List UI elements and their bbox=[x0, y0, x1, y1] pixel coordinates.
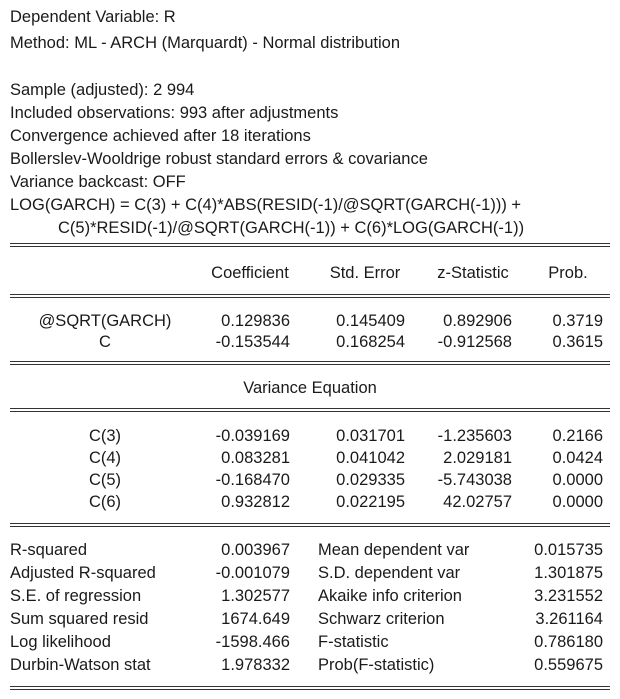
stat-value-right: 3.261164 bbox=[535, 610, 603, 628]
stat-value-left: -1598.466 bbox=[215, 633, 290, 651]
z-statistic-value: 42.02757 bbox=[443, 493, 512, 511]
stat-label-right: Akaike info criterion bbox=[318, 587, 462, 605]
stat-value-left: 1.978332 bbox=[221, 656, 290, 674]
stat-value-left: 1.302577 bbox=[221, 587, 290, 605]
included-observations: Included observations: 993 after adjustments bbox=[10, 104, 339, 122]
stat-value-left: 1674.649 bbox=[221, 610, 290, 628]
robust-se-line: Bollerslev-Wooldrige robust standard errors & covariance bbox=[10, 150, 428, 168]
std-error-value: 0.145409 bbox=[336, 312, 405, 330]
variance-section-top-rule bbox=[10, 361, 610, 365]
stats-top-rule bbox=[10, 523, 610, 527]
prob-value: 0.3615 bbox=[552, 333, 603, 351]
std-error-value: 0.031701 bbox=[336, 427, 405, 445]
stat-label-left: Durbin-Watson stat bbox=[10, 656, 151, 674]
stat-value-right: 0.015735 bbox=[534, 541, 603, 559]
column-header-coefficient: Coefficient bbox=[211, 264, 289, 282]
z-statistic-value: 2.029181 bbox=[443, 449, 512, 467]
z-statistic-value: -0.912568 bbox=[437, 333, 512, 351]
sample-line: Sample (adjusted): 2 994 bbox=[10, 81, 195, 99]
stat-value-right: 0.559675 bbox=[534, 656, 603, 674]
column-header-prob: Prob. bbox=[548, 264, 588, 282]
variance-backcast-line: Variance backcast: OFF bbox=[10, 173, 186, 191]
stat-label-right: Prob(F-statistic) bbox=[318, 656, 435, 674]
coefficient-value: -0.153544 bbox=[215, 333, 290, 351]
stat-label-left: S.E. of regression bbox=[10, 587, 142, 605]
prob-value: 0.2166 bbox=[552, 427, 603, 445]
stat-value-right: 1.301875 bbox=[534, 564, 603, 582]
stat-label-right: Schwarz criterion bbox=[318, 610, 445, 628]
z-statistic-value: -5.743038 bbox=[437, 471, 512, 489]
variable-name: C bbox=[99, 333, 111, 351]
std-error-value: 0.041042 bbox=[336, 449, 405, 467]
coefficient-value: 0.129836 bbox=[221, 312, 290, 330]
std-error-value: 0.168254 bbox=[336, 333, 405, 351]
top-double-rule bbox=[10, 243, 610, 247]
variance-equation-title: Variance Equation bbox=[243, 379, 377, 397]
stat-label-left: R-squared bbox=[10, 541, 88, 559]
stat-label-left: Adjusted R-squared bbox=[10, 564, 156, 582]
std-error-value: 0.022195 bbox=[336, 493, 405, 511]
column-header-std-error: Std. Error bbox=[329, 264, 401, 282]
coefficient-value: -0.168470 bbox=[215, 471, 290, 489]
stat-value-left: -0.001079 bbox=[215, 564, 290, 582]
coefficient-value: 0.083281 bbox=[221, 449, 290, 467]
stat-value-left: 0.003967 bbox=[221, 541, 290, 559]
stat-label-right: Mean dependent var bbox=[318, 541, 470, 559]
prob-value: 0.0424 bbox=[552, 449, 603, 467]
header-double-rule bbox=[10, 294, 610, 298]
variable-name: C(4) bbox=[88, 449, 122, 467]
variable-name: C(5) bbox=[88, 471, 122, 489]
prob-value: 0.0000 bbox=[552, 471, 603, 489]
stat-value-right: 0.786180 bbox=[534, 633, 603, 651]
stat-value-right: 3.231552 bbox=[534, 587, 603, 605]
variance-equation-spec-2: C(5)*RESID(-1)/@SQRT(GARCH(-1)) + C(6)*LOG(GARCH(-1)) bbox=[58, 219, 525, 237]
variable-name: C(6) bbox=[88, 493, 122, 511]
std-error-value: 0.029335 bbox=[336, 471, 405, 489]
variance-equation-spec-1: LOG(GARCH) = C(3) + C(4)*ABS(RESID(-1)/@SQRT(GARCH(-1))) + bbox=[10, 196, 522, 214]
convergence-line: Convergence achieved after 18 iterations bbox=[10, 127, 311, 145]
prob-value: 0.3719 bbox=[552, 312, 603, 330]
coefficient-value: -0.039169 bbox=[215, 427, 290, 445]
coefficient-value: 0.932812 bbox=[221, 493, 290, 511]
stat-label-right: S.D. dependent var bbox=[318, 564, 461, 582]
stat-label-left: Log likelihood bbox=[10, 633, 111, 651]
z-statistic-value: 0.892906 bbox=[443, 312, 512, 330]
method-line: Method: ML - ARCH (Marquardt) - Normal distribution bbox=[10, 34, 401, 52]
bottom-double-rule bbox=[10, 686, 610, 690]
column-header-z-statistic: z-Statistic bbox=[437, 264, 509, 282]
stat-label-right: F-statistic bbox=[318, 633, 389, 651]
dependent-variable: Dependent Variable: R bbox=[10, 8, 176, 26]
variance-section-bottom-rule bbox=[10, 408, 610, 412]
prob-value: 0.0000 bbox=[552, 493, 603, 511]
variable-name: @SQRT(GARCH) bbox=[38, 312, 172, 330]
z-statistic-value: -1.235603 bbox=[437, 427, 512, 445]
variable-name: C(3) bbox=[88, 427, 122, 445]
stat-label-left: Sum squared resid bbox=[10, 610, 149, 628]
